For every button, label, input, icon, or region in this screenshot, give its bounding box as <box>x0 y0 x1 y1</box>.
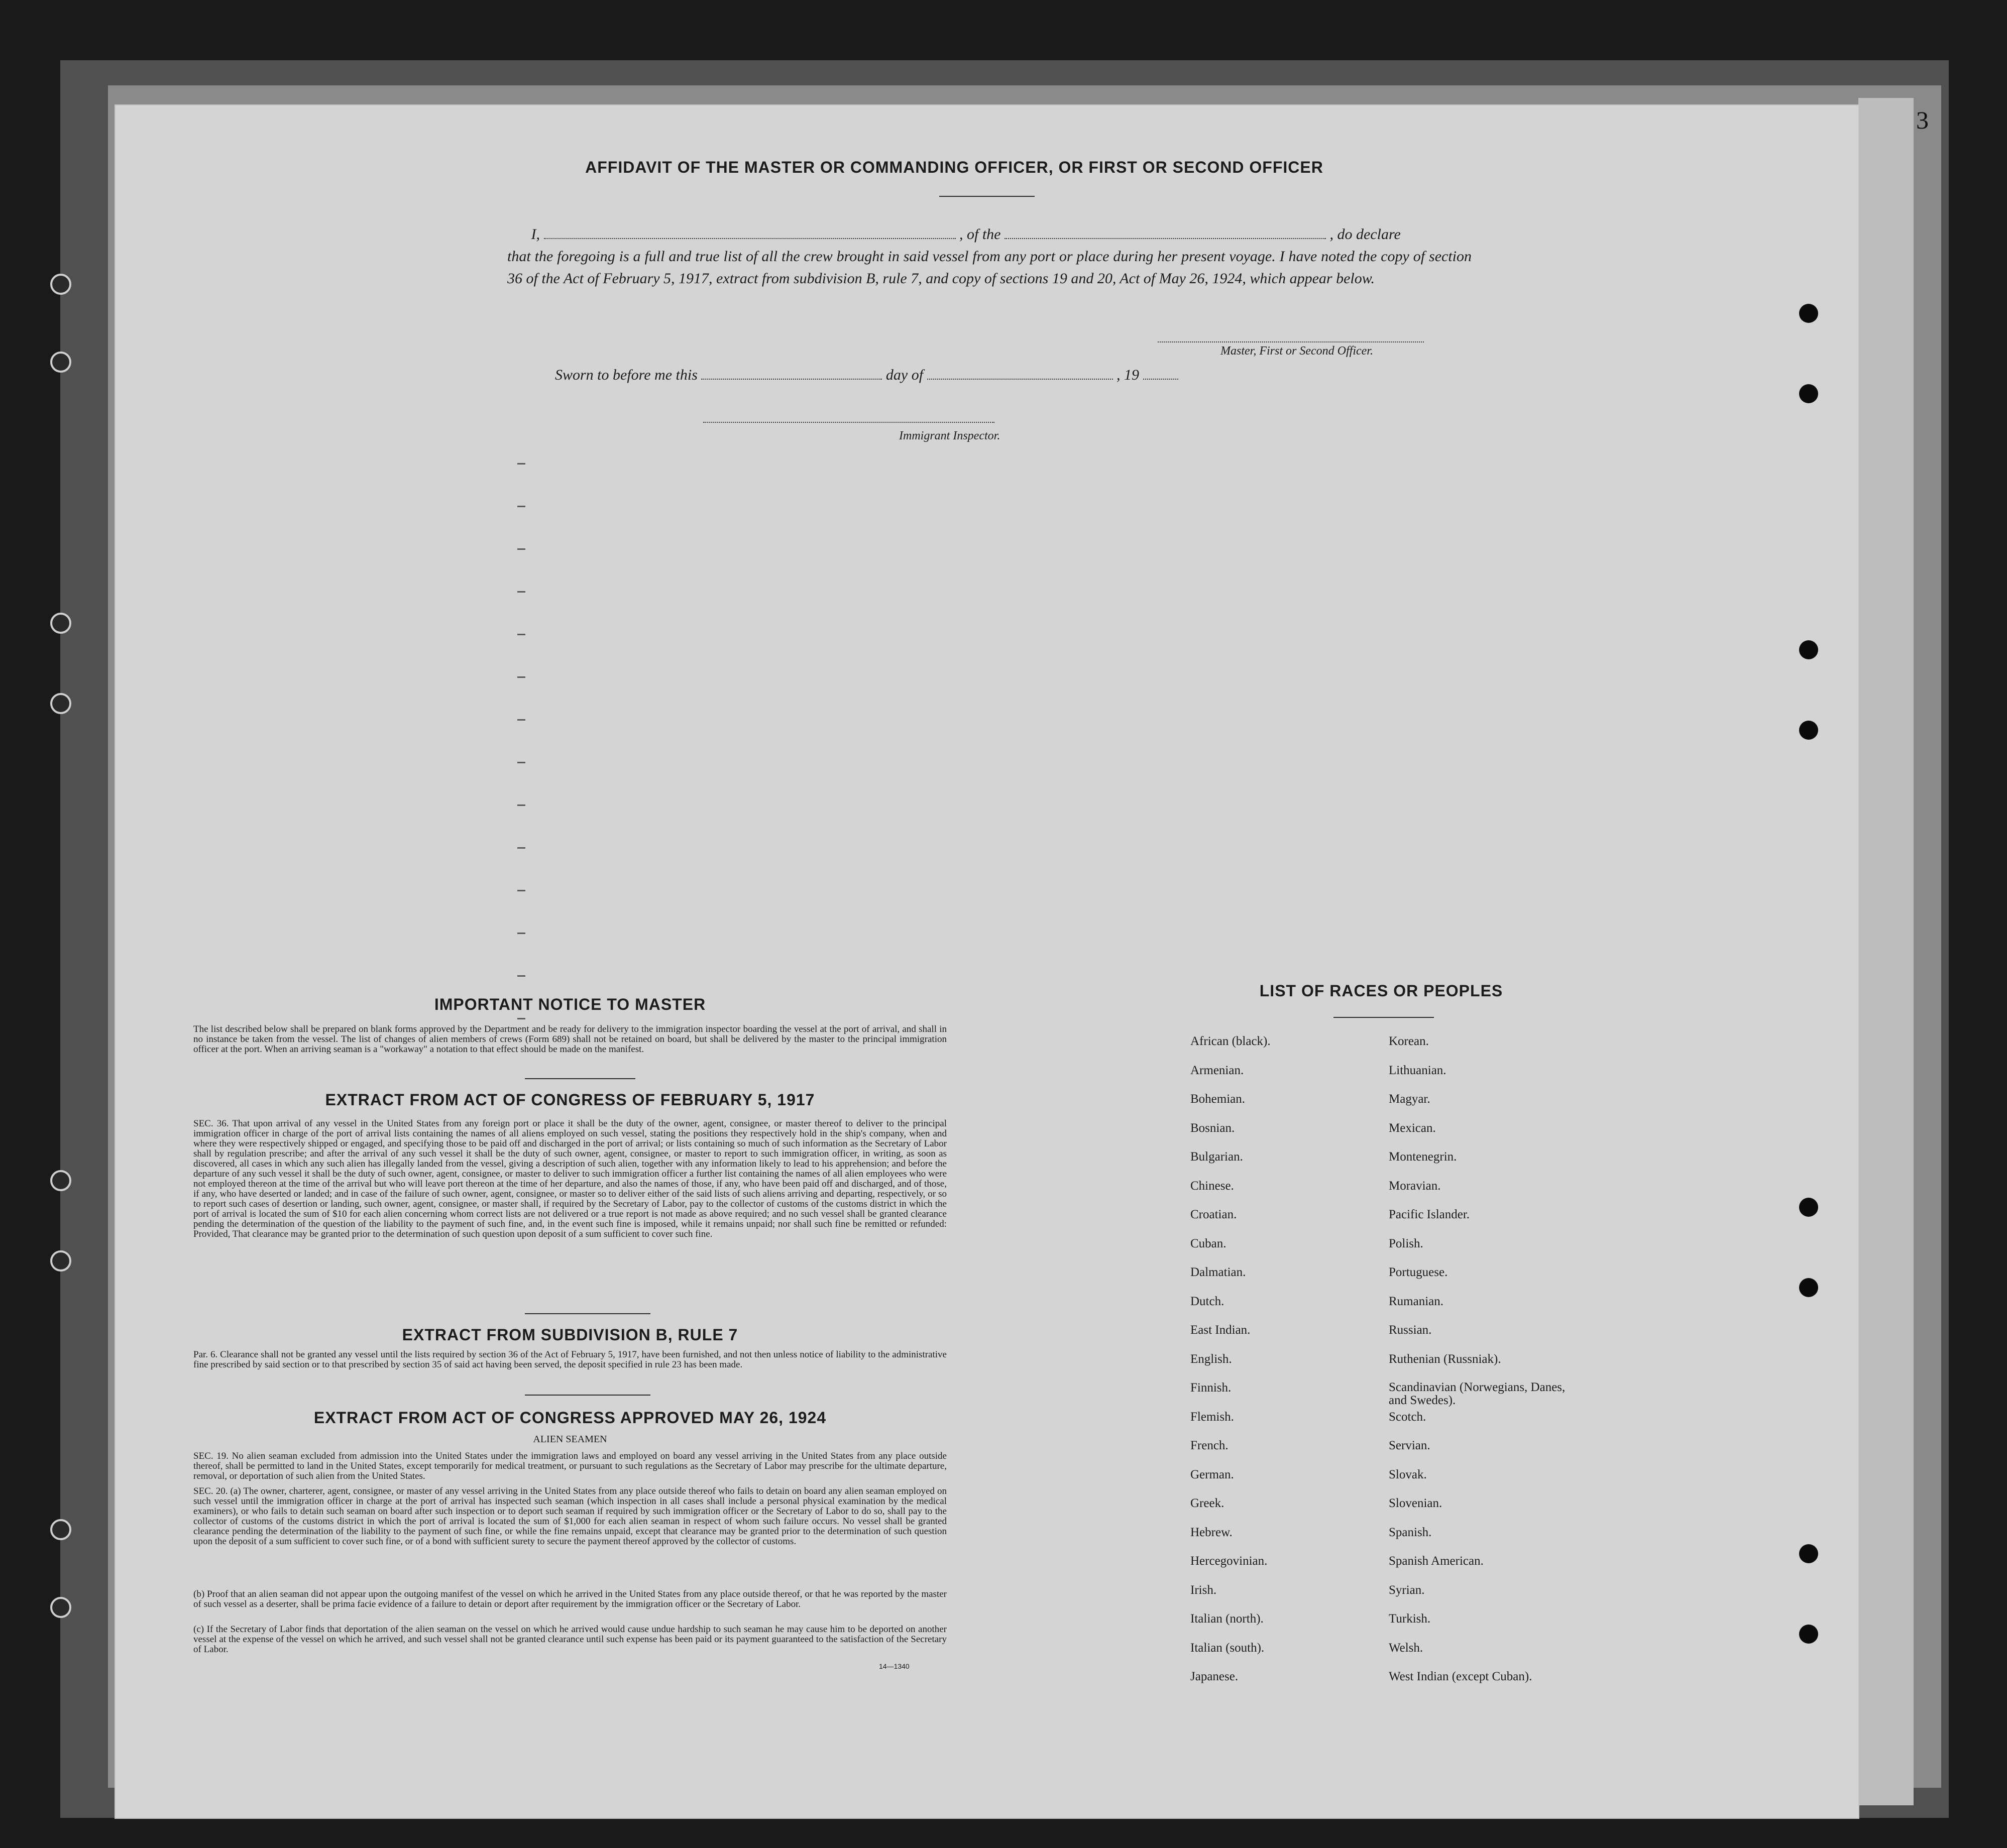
margin-dash <box>517 847 525 849</box>
race-item: Bulgarian. <box>1190 1150 1243 1164</box>
name-blank[interactable] <box>544 238 956 239</box>
race-item: Irish. <box>1190 1583 1217 1597</box>
race-item: Lithuanian. <box>1389 1063 1446 1077</box>
affidavit-title: AFFIDAVIT OF THE MASTER OR COMMANDING OFFICER, OR FIRST OR SECOND OFFICER <box>585 158 1323 176</box>
title-rule <box>939 196 1035 197</box>
race-item: Polish. <box>1389 1236 1423 1250</box>
race-item: Portuguese. <box>1389 1265 1448 1279</box>
race-item: Scotch. <box>1389 1410 1426 1424</box>
sec-20b-text: (b) Proof that an alien seaman did not appear upon the outgoing manifest of the vessel on which he arrived in the United States from any place outside thereof, or that he was reported by the master of such vessel as a deserter, shall be prima facie evidence of a failure to detain or deport after requirement by the immigration officer or the Secretary of Labor. <box>193 1589 947 1609</box>
document-page <box>116 105 1858 1818</box>
binder-hole <box>50 1170 71 1191</box>
race-item: Korean. <box>1389 1034 1429 1048</box>
race-item: Slovak. <box>1389 1467 1427 1481</box>
binder-hole <box>50 1519 71 1540</box>
binder-hole <box>50 274 71 295</box>
race-item: Italian (north). <box>1190 1612 1264 1626</box>
page-number: 3 <box>1916 106 1929 134</box>
punch-hole <box>1799 640 1818 659</box>
race-item: Mexican. <box>1389 1121 1436 1135</box>
race-item: West Indian (except Cuban). <box>1389 1670 1532 1683</box>
under-sheet-edge <box>1858 98 1914 1805</box>
race-item: Japanese. <box>1190 1670 1239 1683</box>
sworn-month-blank[interactable] <box>927 379 1113 380</box>
race-item: Russian. <box>1389 1323 1432 1337</box>
extract-1924-title: EXTRACT FROM ACT OF CONGRESS APPROVED MAY 26, 1924 <box>313 1409 827 1427</box>
margin-dash <box>517 591 525 593</box>
race-item: Finnish. <box>1190 1381 1232 1395</box>
binder-hole <box>50 352 71 373</box>
punch-hole <box>1799 384 1818 403</box>
race-item: Spanish American. <box>1389 1554 1484 1568</box>
notice-title: IMPORTANT NOTICE TO MASTER <box>434 995 706 1013</box>
affidavit-body: that the foregoing is a full and true list of all the crew brought in said vessel from any port or place during her present voyage. I have noted the copy of section 36 of the Act of February 5, 1917, extract from subdivision B, rule 7, and copy of sections 19 and 20, Act of May 26, 1924, which appear below. <box>507 248 1472 287</box>
race-item: Rumanian. <box>1389 1294 1444 1308</box>
sec-20c-text: (c) If the Secretary of Labor finds that deportation of the alien seaman on the vessel on which he arrived would cause undue hardship to such seaman he may cause him to be deported on another vessel at the expense of the vessel on which he arrived, and such vessel shall not be granted clearance until such expense has been paid or its payment guaranteed to the satisfaction of the Secretary of Labor. <box>193 1624 947 1655</box>
subdivision-b-title: EXTRACT FROM SUBDIVISION B, RULE 7 <box>402 1326 738 1344</box>
sworn-line <box>555 367 1258 384</box>
margin-dash <box>517 933 525 934</box>
race-item: Magyar. <box>1389 1092 1430 1106</box>
sec-19-text: SEC. 19. No alien seaman excluded from admission into the United States under the immigration laws and employed on board any vessel arriving in the United States from any place outside thereof, shall be permitted to land in the United States, except temporarily for medical treatment, or pursuant to such regulations as the Secretary of Labor may prescribe for the ultimate departure, removal, or deportation of such alien from the United States. <box>193 1451 947 1481</box>
race-item: English. <box>1190 1352 1232 1366</box>
race-item: Armenian. <box>1190 1063 1244 1077</box>
race-item: Bosnian. <box>1190 1121 1235 1135</box>
race-item: Greek. <box>1190 1496 1224 1510</box>
punch-hole <box>1799 1278 1818 1297</box>
margin-dash <box>517 676 525 678</box>
margin-dash <box>517 1018 525 1019</box>
vessel-blank[interactable] <box>1005 238 1326 239</box>
race-item: Moravian. <box>1389 1179 1441 1193</box>
race-item: Spanish. <box>1389 1525 1432 1539</box>
punch-hole <box>1799 1625 1818 1644</box>
affidavit-declare: , do declare <box>1329 226 1401 243</box>
race-item: Italian (south). <box>1190 1641 1265 1655</box>
race-item: Syrian. <box>1389 1583 1425 1597</box>
form-number: 14—1340 <box>879 1662 910 1670</box>
race-item: Chinese. <box>1190 1179 1234 1193</box>
race-item: Hercegovinian. <box>1190 1554 1268 1568</box>
race-item: Slovenian. <box>1389 1496 1442 1510</box>
race-item: Montenegrin. <box>1389 1150 1457 1164</box>
race-item: French. <box>1190 1439 1229 1452</box>
race-item: Turkish. <box>1389 1612 1431 1626</box>
margin-dash <box>517 463 525 465</box>
race-item: Pacific Islander. <box>1389 1208 1470 1221</box>
signature-line[interactable] <box>1158 341 1424 342</box>
race-item: East Indian. <box>1190 1323 1251 1337</box>
punch-hole <box>1799 1544 1818 1563</box>
affidavit-text <box>507 223 1472 290</box>
binder-hole <box>50 1250 71 1272</box>
race-item: Scandinavian (Norwegians, Danes, and Swedes). <box>1389 1380 1566 1407</box>
sec-20a-text: SEC. 20. (a) The owner, charterer, agent, consignee, or master of any vessel arriving in the United States from any place outside thereof who fails to detain on board any alien seaman employed on such vessel until the immigration officer in charge at the port of arrival has inspected such seaman (which inspection in all cases shall include a personal physical examination by the medical examiners), or who fails to detain such seaman on board after such inspection or to deport such seaman if required by such immigration officer or the Secretary of Labor to do so, shall pay to the collector of customs of the customs district in which the port of arrival is located the sum of $1,000 for each alien seaman in respect of whom such failure occurs. No vessel shall be granted clearance pending the determination of the liability to the payment of such fine, or while the fine remains unpaid, except that clearance may be granted prior to the determination of such question upon the deposit of a sum sufficient to cover such fine, or of a bond with sufficient surety to secure the payment thereof approved by the collector of customs. <box>193 1486 947 1547</box>
sworn-day-blank[interactable] <box>701 379 882 380</box>
race-item: African (black). <box>1190 1034 1271 1048</box>
binder-hole <box>50 693 71 714</box>
affidavit-of-the: , of the <box>959 226 1001 243</box>
race-item: Ruthenian (Russniak). <box>1389 1352 1501 1366</box>
margin-dash <box>517 890 525 891</box>
race-item: Dalmatian. <box>1190 1265 1246 1279</box>
inspector-label: Immigrant Inspector. <box>899 429 1000 442</box>
notice-text: The list described below shall be prepared on blank forms approved by the Department and be ready for delivery to the immigration inspector boarding the vessel at the port of arrival, and shall in no instance be taken from the vessel. The list of changes of alien members of crews (Form 689) shall not be retained on board, but shall be delivered by the master to the principal immigration officer at the port. When an arriving seaman is a "workaway" a notation to that effect should be made on the manifest. <box>193 1024 947 1055</box>
race-item: Dutch. <box>1190 1294 1224 1308</box>
sworn-day-of: day of <box>885 367 924 383</box>
race-item: Hebrew. <box>1190 1525 1233 1539</box>
sworn-year-blank[interactable] <box>1143 379 1178 380</box>
extract-1917-title: EXTRACT FROM ACT OF CONGRESS OF FEBRUARY 5, 1917 <box>325 1091 815 1109</box>
margin-dash <box>517 548 525 550</box>
race-item: German. <box>1190 1467 1234 1481</box>
sworn-year: , 19 <box>1117 367 1140 383</box>
race-item: Cuban. <box>1190 1236 1226 1250</box>
punch-hole <box>1799 304 1818 323</box>
extract-1924-subtitle: ALIEN SEAMEN <box>533 1434 607 1445</box>
race-item: Croatian. <box>1190 1208 1237 1221</box>
section-rule <box>525 1078 635 1079</box>
margin-dash <box>517 719 525 721</box>
margin-dash <box>517 804 525 806</box>
races-rule <box>1333 1017 1434 1018</box>
subdivision-b-text: Par. 6. Clearance shall not be granted any vessel until the lists required by section 36 of the Act of February 5, 1917, have been furnished, and not then unless notice of liability to the administrative fine prescribed by said section or to that prescribed by section 35 of said act having been served, the deposit specified in rule 23 has been made. <box>193 1349 947 1370</box>
signature-label: Master, First or Second Officer. <box>1220 344 1373 358</box>
inspector-line[interactable] <box>703 422 994 423</box>
races-title: LIST OF RACES OR PEOPLES <box>1259 982 1503 1000</box>
affidavit-i: I, <box>531 226 540 243</box>
race-item: Bohemian. <box>1190 1092 1246 1106</box>
race-item: Flemish. <box>1190 1410 1234 1424</box>
race-item: Servian. <box>1389 1439 1430 1452</box>
margin-dash <box>517 762 525 763</box>
section-rule <box>525 1313 650 1314</box>
punch-hole <box>1799 721 1818 740</box>
margin-dash <box>517 506 525 507</box>
margin-dash <box>517 975 525 977</box>
section-rule <box>525 1395 650 1396</box>
extract-1917-text: SEC. 36. That upon arrival of any vessel in the United States from any foreign port or place it shall be the duty of the owner, agent, consignee, or master thereof to deliver to the principal immigration officer in charge of the port of arrival lists containing the names of all aliens employed on such vessel, stating the positions they respectively hold in the ship's company, when and where they were respectively shipped or engaged, and specifying those to be paid off and discharged in the port of arrival; or lists containing so much of such information as the Secretary of Labor shall by regulation prescribe; and after the arrival of any such vessel it shall be the duty of such owner, agent, consignee, or master to report to such immigration officer, in writing, as soon as discovered, all cases in which any such alien has illegally landed from the vessel, giving a description of such alien, together with any information likely to lead to his apprehension; and before the departure of any such vessel it shall be the duty of such owner, agent, consignee, or master to deliver to such immigration officer a further list containing the names of all alien employees who were not employed thereon at the time of the arrival but who will leave port thereon at the time of her departure, and also the names of those, if any, who have been paid off and discharged, and of those, if any, who have deserted or landed; and in case of the failure of such owner, agent, consignee, or master so to deliver either of the said lists of such aliens arriving and departing, respectively, or so to report such cases of desertion or landing, such owner, agent, consignee, or master shall, if required by the Secretary of Labor, pay to the collector of customs of the customs district in which the port of arrival is located the sum of $10 for each alien concerning whom correct lists are not delivered or a true report is not made as above required; and no such vessel shall be granted clearance pending the determination of the question of the liability to the payment of such fine, and, in the event such fine is imposed, while it remains unpaid; nor shall such fine be remitted or refunded: Provided, That clearance may be granted prior to the determination of such question upon deposit of a sum sufficient to cover such fine. <box>193 1118 947 1239</box>
binder-hole <box>50 1597 71 1618</box>
margin-dash <box>517 634 525 635</box>
binder-hole <box>50 613 71 634</box>
punch-hole <box>1799 1198 1818 1217</box>
sworn-prefix: Sworn to before me this <box>555 367 698 383</box>
race-item: Welsh. <box>1389 1641 1423 1655</box>
